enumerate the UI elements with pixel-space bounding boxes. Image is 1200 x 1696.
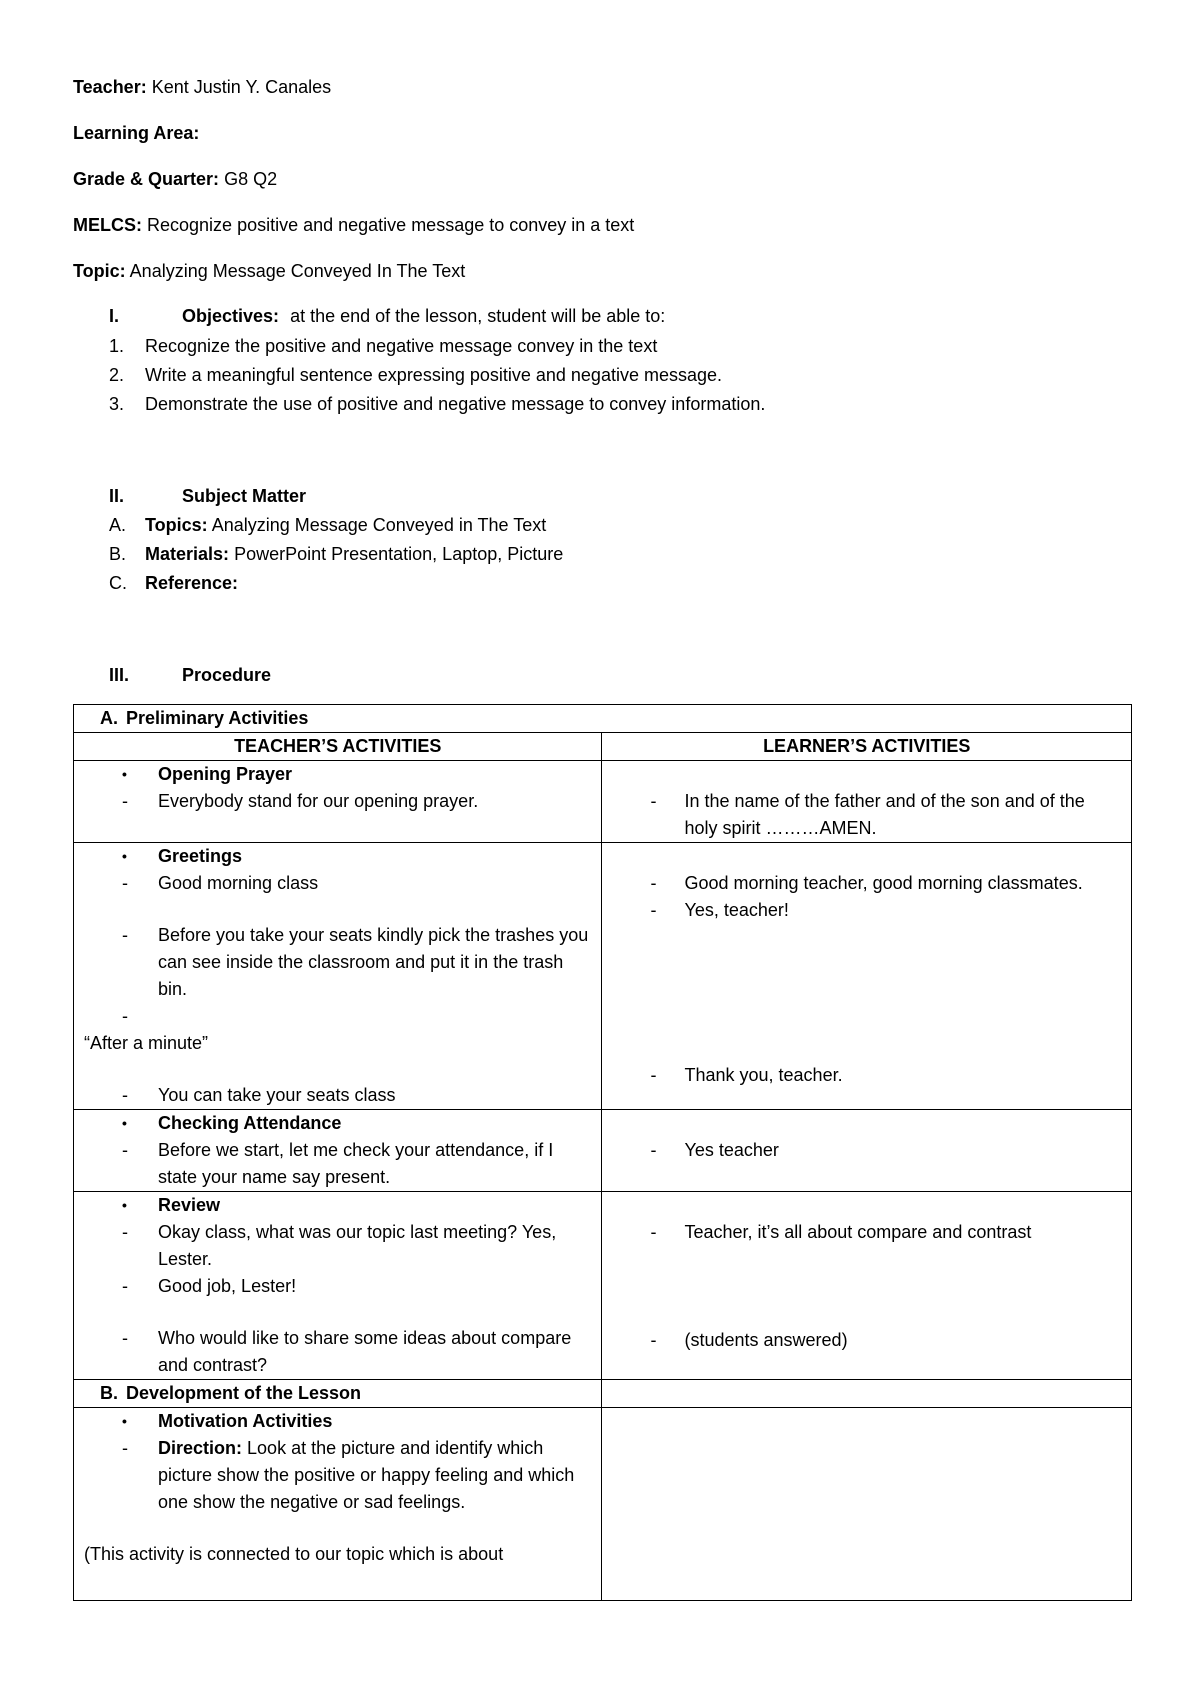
- list-item: - Direction: Look at the picture and identify which picture show the positive or happy feeling and which one show the negative or sad feelings.: [74, 1435, 601, 1516]
- subject-item-materials: [145, 543, 563, 565]
- section-b-letter: B.: [100, 1383, 118, 1403]
- subject-item-reference: [145, 572, 238, 594]
- list-item: - Yes, teacher!: [602, 897, 1131, 924]
- bullet-icon: •: [122, 766, 127, 782]
- table-row: [74, 1110, 1132, 1192]
- objective-item: Demonstrate the use of positive and negative message to convey information.: [145, 394, 766, 414]
- attendance-teacher-cell: [74, 1110, 602, 1192]
- subject-letter: A.: [109, 515, 127, 535]
- subject-item-label: Topics:: [145, 515, 208, 535]
- list-item: - Okay class, what was our topic last meeting? Yes, Lester.: [74, 1219, 601, 1273]
- section-b-title: Development of the Lesson: [126, 1383, 362, 1403]
- dash-icon: -: [650, 1140, 657, 1160]
- table-row: [74, 705, 1132, 733]
- greetings-teacher-cell: [74, 843, 602, 1110]
- topic-line: [73, 260, 465, 282]
- objective-item: Recognize the positive and negative message convey in the text: [145, 336, 658, 356]
- motivation-heading: • Motivation Activities: [74, 1408, 601, 1435]
- motivation-teacher-cell: [74, 1408, 602, 1601]
- topic-label: Topic:: [73, 261, 126, 281]
- list-item: - Who would like to share some ideas about compare and contrast?: [74, 1325, 601, 1379]
- subject-item-label: Materials:: [145, 544, 230, 564]
- table-row: [74, 1380, 1132, 1408]
- dash-icon: -: [650, 1330, 657, 1350]
- teacher-label: Teacher:: [73, 77, 147, 97]
- list-item: - Yes teacher: [602, 1137, 1131, 1164]
- dash-icon: -: [650, 1222, 657, 1242]
- opening-prayer-heading: • Opening Prayer: [74, 761, 601, 788]
- section-a-letter: A.: [100, 708, 118, 728]
- dash-icon: -: [122, 1085, 128, 1105]
- melcs-value: Recognize positive and negative message to convey in a text: [147, 215, 635, 235]
- greetings-learner-cell: [602, 843, 1132, 1110]
- dash-icon: -: [650, 900, 657, 920]
- objectives-title: Objectives:: [182, 306, 280, 326]
- subject-item-label: Reference:: [145, 573, 239, 593]
- table-row: [74, 761, 1132, 843]
- objective-number: 2.: [109, 365, 125, 385]
- dash-icon: -: [122, 925, 128, 945]
- subject-item-topics: [145, 514, 546, 536]
- objective-number: 3.: [109, 394, 125, 414]
- list-item: - Everybody stand for our opening prayer.: [74, 788, 601, 815]
- review-teacher-cell: [74, 1192, 602, 1380]
- after-a-minute-note: “After a minute”: [84, 1033, 209, 1053]
- dash-icon: -: [122, 1438, 128, 1458]
- grade-label: Grade & Quarter:: [73, 169, 220, 189]
- list-item: - In the name of the father and of the son and of the holy spirit ………AMEN.: [602, 788, 1131, 842]
- table-row: [74, 843, 1132, 1110]
- attendance-learner-cell: [602, 1110, 1132, 1192]
- list-item: - Good morning class: [74, 870, 601, 897]
- dash-icon: -: [122, 1276, 128, 1296]
- activity-note: (This activity is connected to our topic which is about: [84, 1544, 504, 1564]
- topic-value: Analyzing Message Conveyed In The Text: [129, 261, 466, 281]
- subject-letter: B.: [109, 544, 127, 564]
- direction-label: Direction:: [158, 1438, 243, 1458]
- motivation-learner-cell: [602, 1408, 1132, 1601]
- dash-icon: -: [122, 1006, 128, 1026]
- list-item: - Thank you, teacher.: [602, 1062, 1131, 1089]
- column-header-learner: LEARNER’S ACTIVITIES: [602, 733, 1132, 761]
- objective-number: 1.: [109, 336, 125, 356]
- dash-icon: -: [650, 791, 657, 811]
- objectives-heading: [182, 305, 665, 327]
- list-item: - Good job, Lester!: [74, 1273, 601, 1300]
- teacher-value: Kent Justin Y. Canales: [151, 77, 332, 97]
- review-learner-cell: [602, 1192, 1132, 1380]
- bullet-icon: •: [122, 848, 127, 864]
- procedure-title: Procedure: [182, 665, 272, 685]
- subject-title: Subject Matter: [182, 486, 307, 506]
- list-item: - (students answered): [602, 1327, 1131, 1354]
- dash-icon: -: [122, 791, 128, 811]
- procedure-numeral: III.: [109, 665, 130, 685]
- dash-icon: -: [122, 1328, 128, 1348]
- list-item: - You can take your seats class: [74, 1082, 601, 1109]
- table-row: [74, 1408, 1132, 1601]
- list-item: - Teacher, it’s all about compare and contrast: [602, 1219, 1131, 1246]
- section-a-header: [74, 705, 1132, 733]
- teacher-line: [73, 76, 331, 98]
- table-header-row: [74, 733, 1132, 761]
- section-b-header: [74, 1380, 602, 1408]
- list-item: [74, 1003, 601, 1030]
- list-item: - Before you take your seats kindly pick the trashes you can see inside the classroom and put it in the trash bin.: [74, 922, 601, 1003]
- subject-item-value: PowerPoint Presentation, Laptop, Picture: [234, 544, 564, 564]
- dash-icon: -: [122, 873, 128, 893]
- melcs-label: MELCS:: [73, 215, 142, 235]
- subject-letter: C.: [109, 573, 127, 593]
- column-header-teacher: TEACHER’S ACTIVITIES: [74, 733, 602, 761]
- grade-value: G8 Q2: [224, 169, 278, 189]
- bullet-icon: •: [122, 1197, 127, 1213]
- review-heading: • Review: [74, 1192, 601, 1219]
- greetings-heading: • Greetings: [74, 843, 601, 870]
- bullet-icon: •: [122, 1413, 127, 1429]
- list-item: - Before we start, let me check your attendance, if I state your name say present.: [74, 1137, 601, 1191]
- section-a-title: Preliminary Activities: [126, 708, 309, 728]
- opening-prayer-teacher-cell: [74, 761, 602, 843]
- learning-area-label: Learning Area:: [73, 123, 200, 143]
- list-item: - Good morning teacher, good morning classmates.: [602, 870, 1131, 897]
- dash-icon: -: [122, 1222, 128, 1242]
- dash-icon: -: [650, 1065, 657, 1085]
- objectives-numeral: I.: [109, 306, 120, 326]
- melcs-line: [73, 214, 634, 236]
- procedure-table: [73, 704, 1132, 1601]
- subject-numeral: II.: [109, 486, 125, 506]
- learning-area-line: [73, 122, 199, 144]
- table-row: [74, 1192, 1132, 1380]
- subject-item-value: Analyzing Message Conveyed in The Text: [211, 515, 547, 535]
- grade-line: [73, 168, 277, 190]
- dash-icon: -: [122, 1140, 128, 1160]
- bullet-icon: •: [122, 1115, 127, 1131]
- opening-prayer-learner-cell: [602, 761, 1132, 843]
- objective-item: Write a meaningful sentence expressing positive and negative message.: [145, 365, 723, 385]
- dash-icon: -: [650, 873, 657, 893]
- objectives-intro: at the end of the lesson, student will be able to:: [290, 306, 666, 326]
- section-b-empty-cell: [602, 1380, 1132, 1408]
- attendance-heading: • Checking Attendance: [74, 1110, 601, 1137]
